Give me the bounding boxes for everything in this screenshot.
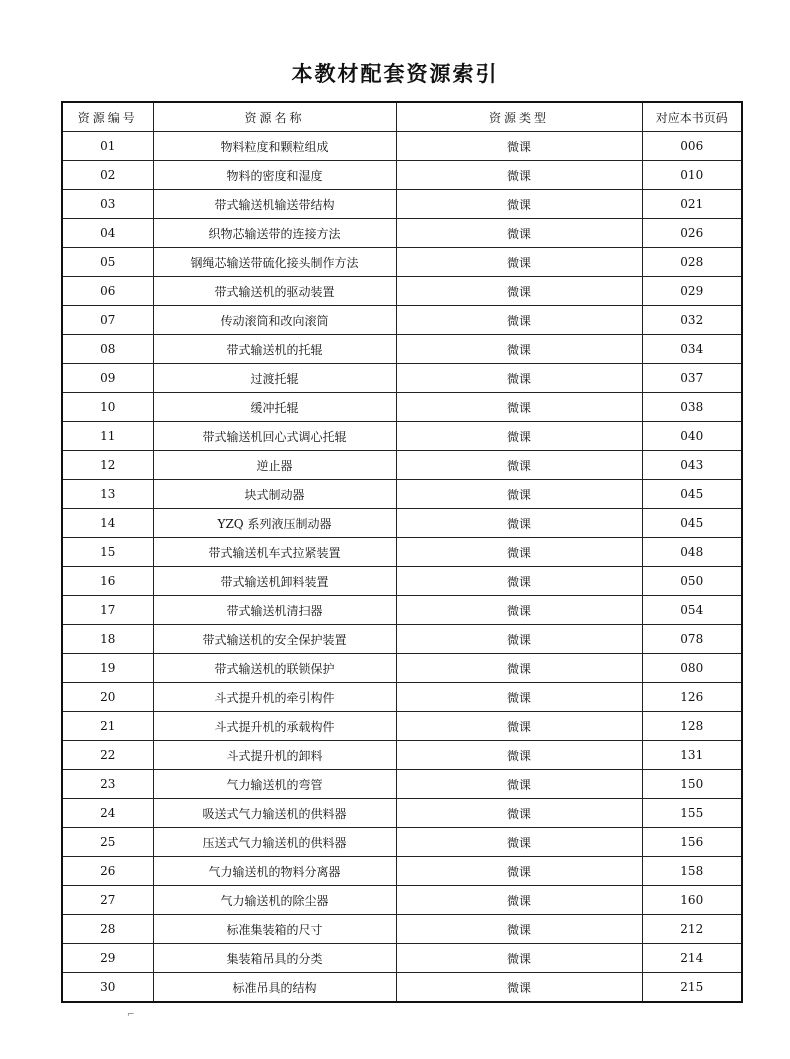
cell-resource-type: 微课 (396, 828, 642, 857)
cell-resource-id: 19 (62, 654, 153, 683)
cell-resource-name: 带式输送机的安全保护装置 (153, 625, 396, 654)
cell-resource-name: 斗式提升机的牵引构件 (153, 683, 396, 712)
table-row (62, 828, 742, 857)
cell-resource-id: 24 (62, 799, 153, 828)
cell-resource-id: 12 (62, 451, 153, 480)
table-row (62, 422, 742, 451)
table-row (62, 683, 742, 712)
cell-resource-type: 微课 (396, 538, 642, 567)
cell-resource-name: 物料的密度和湿度 (153, 161, 396, 190)
cell-resource-id: 20 (62, 683, 153, 712)
cell-resource-id: 02 (62, 161, 153, 190)
cell-resource-type: 微课 (396, 944, 642, 973)
table-row (62, 596, 742, 625)
cell-page-number: 037 (642, 364, 742, 393)
table-row (62, 944, 742, 973)
cell-resource-type: 微课 (396, 451, 642, 480)
cell-resource-id: 26 (62, 857, 153, 886)
cell-resource-name: 带式输送机回心式调心托辊 (153, 422, 396, 451)
table-header-row (62, 102, 742, 132)
cell-page-number: 155 (642, 799, 742, 828)
cell-page-number: 150 (642, 770, 742, 799)
cell-resource-type: 微课 (396, 886, 642, 915)
cell-page-number: 126 (642, 683, 742, 712)
cell-resource-name: 带式输送机输送带结构 (153, 190, 396, 219)
cell-page-number: 038 (642, 393, 742, 422)
cell-resource-name: 织物芯输送带的连接方法 (153, 219, 396, 248)
table-row (62, 335, 742, 364)
cell-resource-type: 微课 (396, 625, 642, 654)
cell-page-number: 029 (642, 277, 742, 306)
scan-mark: ⌐ (127, 1010, 135, 1020)
cell-resource-name: 逆止器 (153, 451, 396, 480)
cell-resource-name: 带式输送机的托辊 (153, 335, 396, 364)
cell-page-number: 160 (642, 886, 742, 915)
cell-resource-id: 10 (62, 393, 153, 422)
cell-resource-id: 25 (62, 828, 153, 857)
table-row (62, 480, 742, 509)
cell-resource-type: 微课 (396, 190, 642, 219)
cell-resource-name: 气力输送机的除尘器 (153, 886, 396, 915)
cell-page-number: 010 (642, 161, 742, 190)
cell-resource-type: 微课 (396, 799, 642, 828)
header-resource-name: 资源名称 (153, 102, 396, 132)
table-row (62, 538, 742, 567)
cell-resource-type: 微课 (396, 364, 642, 393)
cell-resource-id: 04 (62, 219, 153, 248)
cell-resource-id: 17 (62, 596, 153, 625)
cell-resource-name: 传动滚筒和改向滚筒 (153, 306, 396, 335)
cell-resource-name: 物料粒度和颗粒组成 (153, 132, 396, 161)
cell-resource-id: 23 (62, 770, 153, 799)
table-row (62, 973, 742, 1003)
table-row (62, 219, 742, 248)
cell-resource-type: 微课 (396, 306, 642, 335)
cell-page-number: 131 (642, 741, 742, 770)
table-row (62, 915, 742, 944)
cell-resource-name: 块式制动器 (153, 480, 396, 509)
cell-resource-type: 微课 (396, 335, 642, 364)
cell-resource-id: 27 (62, 886, 153, 915)
cell-resource-id: 28 (62, 915, 153, 944)
cell-resource-id: 22 (62, 741, 153, 770)
cell-resource-name: YZQ 系列液压制动器 (153, 509, 396, 538)
cell-page-number: 078 (642, 625, 742, 654)
cell-resource-type: 微课 (396, 422, 642, 451)
table-row (62, 306, 742, 335)
cell-resource-type: 微课 (396, 915, 642, 944)
cell-resource-id: 21 (62, 712, 153, 741)
cell-resource-id: 01 (62, 132, 153, 161)
table-row (62, 770, 742, 799)
cell-resource-name: 斗式提升机的卸料 (153, 741, 396, 770)
cell-page-number: 043 (642, 451, 742, 480)
cell-page-number: 045 (642, 480, 742, 509)
table-row (62, 161, 742, 190)
cell-resource-type: 微课 (396, 161, 642, 190)
cell-resource-name: 过渡托辊 (153, 364, 396, 393)
cell-resource-type: 微课 (396, 567, 642, 596)
table-row (62, 277, 742, 306)
cell-resource-name: 压送式气力输送机的供料器 (153, 828, 396, 857)
cell-resource-name: 带式输送机清扫器 (153, 596, 396, 625)
cell-page-number: 158 (642, 857, 742, 886)
cell-resource-name: 气力输送机的物料分离器 (153, 857, 396, 886)
cell-resource-type: 微课 (396, 741, 642, 770)
table-row (62, 132, 742, 161)
cell-page-number: 212 (642, 915, 742, 944)
cell-resource-type: 微课 (396, 393, 642, 422)
header-resource-id: 资源编号 (62, 102, 153, 132)
table-row (62, 509, 742, 538)
cell-resource-id: 07 (62, 306, 153, 335)
cell-page-number: 054 (642, 596, 742, 625)
cell-resource-type: 微课 (396, 712, 642, 741)
table-row (62, 451, 742, 480)
cell-page-number: 032 (642, 306, 742, 335)
cell-page-number: 026 (642, 219, 742, 248)
cell-resource-type: 微课 (396, 480, 642, 509)
cell-page-number: 021 (642, 190, 742, 219)
table-row (62, 567, 742, 596)
cell-page-number: 128 (642, 712, 742, 741)
cell-resource-id: 18 (62, 625, 153, 654)
cell-page-number: 050 (642, 567, 742, 596)
cell-resource-name: 吸送式气力输送机的供料器 (153, 799, 396, 828)
cell-resource-name: 集装箱吊具的分类 (153, 944, 396, 973)
cell-resource-id: 09 (62, 364, 153, 393)
cell-resource-name: 标准吊具的结构 (153, 973, 396, 1003)
cell-resource-id: 03 (62, 190, 153, 219)
cell-resource-type: 微课 (396, 509, 642, 538)
cell-resource-id: 06 (62, 277, 153, 306)
cell-resource-id: 30 (62, 973, 153, 1003)
cell-resource-name: 带式输送机的联锁保护 (153, 654, 396, 683)
cell-resource-id: 16 (62, 567, 153, 596)
page-title: 本教材配套资源索引 (291, 62, 499, 86)
cell-resource-type: 微课 (396, 132, 642, 161)
header-page-number: 对应本书页码 (642, 102, 742, 132)
cell-resource-name: 缓冲托辊 (153, 393, 396, 422)
cell-resource-name: 带式输送机的驱动装置 (153, 277, 396, 306)
table-row (62, 364, 742, 393)
table-row (62, 654, 742, 683)
cell-resource-name: 带式输送机卸料装置 (153, 567, 396, 596)
table-row (62, 393, 742, 422)
cell-resource-name: 气力输送机的弯管 (153, 770, 396, 799)
cell-page-number: 006 (642, 132, 742, 161)
table-row (62, 625, 742, 654)
cell-resource-type: 微课 (396, 973, 642, 1003)
cell-page-number: 048 (642, 538, 742, 567)
table-row (62, 190, 742, 219)
cell-resource-id: 13 (62, 480, 153, 509)
cell-resource-id: 08 (62, 335, 153, 364)
cell-page-number: 028 (642, 248, 742, 277)
cell-resource-id: 15 (62, 538, 153, 567)
cell-resource-name: 斗式提升机的承载构件 (153, 712, 396, 741)
cell-resource-type: 微课 (396, 683, 642, 712)
cell-resource-id: 05 (62, 248, 153, 277)
table-row (62, 248, 742, 277)
cell-page-number: 215 (642, 973, 742, 1003)
cell-resource-type: 微课 (396, 219, 642, 248)
cell-page-number: 040 (642, 422, 742, 451)
cell-page-number: 080 (642, 654, 742, 683)
resource-index-table (61, 101, 743, 1003)
cell-resource-type: 微课 (396, 248, 642, 277)
cell-resource-id: 29 (62, 944, 153, 973)
cell-resource-name: 带式输送机车式拉紧装置 (153, 538, 396, 567)
cell-page-number: 045 (642, 509, 742, 538)
cell-page-number: 214 (642, 944, 742, 973)
table-row (62, 712, 742, 741)
cell-resource-name: 钢绳芯输送带硫化接头制作方法 (153, 248, 396, 277)
table-row (62, 741, 742, 770)
cell-resource-type: 微课 (396, 277, 642, 306)
cell-resource-id: 14 (62, 509, 153, 538)
cell-page-number: 156 (642, 828, 742, 857)
header-resource-type: 资源类型 (396, 102, 642, 132)
table-row (62, 886, 742, 915)
cell-resource-type: 微课 (396, 770, 642, 799)
cell-resource-id: 11 (62, 422, 153, 451)
table-row (62, 799, 742, 828)
cell-resource-type: 微课 (396, 654, 642, 683)
table-row (62, 857, 742, 886)
cell-page-number: 034 (642, 335, 742, 364)
cell-resource-name: 标准集装箱的尺寸 (153, 915, 396, 944)
cell-resource-type: 微课 (396, 857, 642, 886)
cell-resource-type: 微课 (396, 596, 642, 625)
